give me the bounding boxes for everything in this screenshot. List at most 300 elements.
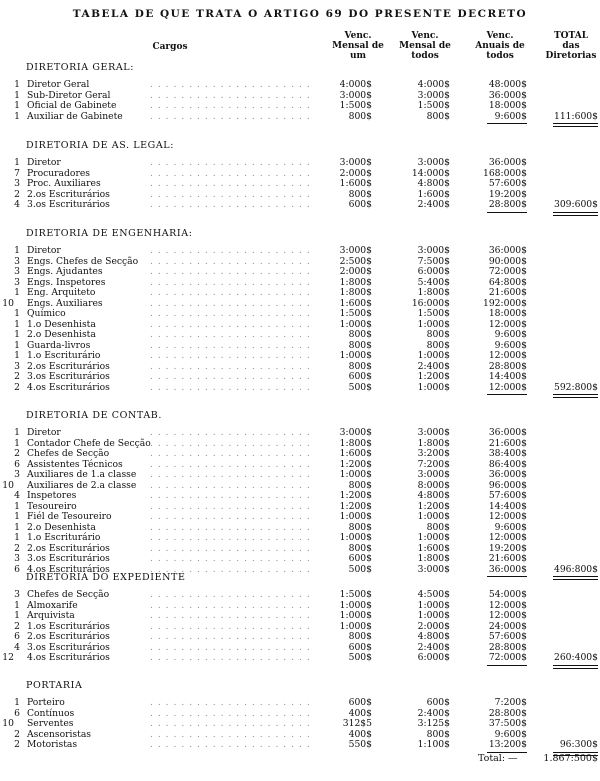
row-anual: 12:000$ [488, 599, 527, 611]
row-mensal-todos: 6:000$ [417, 266, 450, 277]
row-anual: 9:600$ [494, 521, 527, 533]
header-cargos: Cargos [152, 42, 188, 52]
row-quantity: 10 [2, 718, 14, 729]
row-quantity: 1 [14, 318, 20, 330]
row-quantity: 12 [2, 652, 14, 663]
table-row [0, 169, 600, 179]
row-mensal-um: 2:000$ [339, 167, 372, 179]
row-quantity: 4 [14, 490, 20, 501]
leader-dots: . . . . . . . . . . . . . . . . . . . . . [150, 563, 311, 575]
rule-line [553, 394, 598, 395]
row-quantity: 2 [14, 371, 20, 382]
row-mensal-todos: 16:000$ [411, 297, 450, 309]
row-anual: 57:600$ [488, 178, 527, 189]
table-row [0, 730, 600, 740]
row-quantity: 2 [14, 620, 20, 632]
row-quantity: 3 [14, 360, 20, 372]
row-anual: 19:200$ [488, 188, 527, 200]
leader-dots: . . . . . . . . . . . . . . . . . . . . . [150, 728, 311, 740]
row-cargo: Químico [27, 308, 66, 319]
row-mensal-um: 1:000$ [339, 350, 372, 361]
row-quantity: 1 [14, 110, 20, 122]
section-total: 96:300$ [559, 739, 598, 750]
row-quantity: 6 [14, 707, 20, 719]
leader-dots: . . . . . . . . . . . . . . . . . . . . . [150, 521, 311, 533]
row-anual: 28:800$ [488, 360, 527, 372]
table-row [0, 512, 600, 522]
leader-dots: . . . . . . . . . . . . . . . . . . . . . [150, 178, 311, 189]
row-anual: 14:400$ [488, 500, 527, 512]
row-anual: 72:000$ [488, 652, 527, 663]
row-quantity: 3 [14, 276, 20, 288]
row-mensal-todos: 1:000$ [417, 511, 450, 522]
row-mensal-um: 800$ [348, 329, 372, 340]
row-anual: 48:000$ [488, 79, 527, 90]
row-mensal-todos: 1:000$ [417, 599, 450, 611]
row-cargo: 3.os Escriturários [27, 553, 110, 564]
rule-line [553, 668, 598, 669]
row-cargo: Auxiliares de 1.a classe [27, 469, 137, 480]
row-quantity: 1 [14, 500, 20, 512]
row-mensal-um: 800$ [348, 188, 372, 200]
table-row [0, 362, 600, 372]
table-row [0, 278, 600, 288]
row-quantity: 6 [14, 631, 20, 642]
row-quantity: 4 [14, 199, 20, 210]
row-mensal-todos: 3:000$ [417, 563, 450, 575]
leader-dots: . . . . . . . . . . . . . . . . . . . . . [150, 490, 311, 501]
table-row [0, 449, 600, 459]
row-cargo: Ascensoristas [27, 728, 92, 740]
row-anual: 21:600$ [488, 437, 527, 449]
row-mensal-todos: 1:200$ [417, 500, 450, 512]
row-cargo: 1.o Desenhista [27, 318, 96, 330]
row-quantity: 2 [14, 381, 20, 393]
row-mensal-um: 500$ [348, 381, 372, 393]
table-row [0, 91, 600, 101]
row-quantity: 3 [14, 589, 20, 600]
leader-dots: . . . . . . . . . . . . . . . . . . . . . [150, 89, 311, 101]
row-anual: 36:000$ [488, 427, 527, 438]
row-cargo: Motoristas [27, 739, 78, 750]
row-mensal-um: 1:600$ [339, 448, 372, 459]
row-quantity: 1 [14, 245, 20, 256]
row-mensal-todos: 2:400$ [417, 707, 450, 719]
row-quantity: 3 [14, 255, 20, 267]
leader-dots: . . . . . . . . . . . . . . . . . . . . . [150, 188, 311, 200]
rule-line [553, 123, 598, 124]
row-mensal-todos: 1:800$ [417, 287, 450, 298]
rule-line [487, 576, 527, 577]
row-cargo: Assistentes Técnicos [27, 458, 123, 470]
row-quantity: 10 [2, 479, 14, 491]
table-row [0, 601, 600, 611]
row-quantity: 1 [14, 521, 20, 533]
row-mensal-todos: 2:400$ [417, 199, 450, 210]
row-cargo: Diretor [27, 245, 61, 256]
row-mensal-um: 1:500$ [339, 100, 372, 111]
row-mensal-todos: 14:000$ [411, 167, 450, 179]
table-row [0, 80, 600, 90]
rule-line [553, 579, 598, 580]
row-mensal-um: 600$ [348, 553, 372, 564]
row-quantity: 1 [14, 100, 20, 111]
leader-dots: . . . . . . . . . . . . . . . . . . . . . [150, 553, 311, 564]
table-row [0, 341, 600, 351]
row-quantity: 4 [14, 641, 20, 653]
row-cargo: Engs. Auxiliares [27, 297, 103, 309]
leader-dots: . . . . . . . . . . . . . . . . . . . . . [150, 448, 311, 459]
row-mensal-todos: 800$ [426, 329, 450, 340]
leader-dots: . . . . . . . . . . . . . . . . . . . . . [150, 266, 311, 277]
row-cargo: Almoxarife [27, 599, 78, 611]
table-row [0, 632, 600, 642]
row-mensal-um: 800$ [348, 360, 372, 372]
row-quantity: 1 [14, 79, 20, 90]
row-mensal-todos: 1:800$ [417, 437, 450, 449]
row-mensal-um: 2:000$ [339, 266, 372, 277]
table-row [0, 267, 600, 277]
rule-line [487, 123, 527, 124]
leader-dots: . . . . . . . . . . . . . . . . . . . . . [150, 360, 311, 372]
row-mensal-um: 600$ [348, 697, 372, 708]
row-mensal-um: 1:000$ [339, 610, 372, 621]
row-mensal-um: 400$ [348, 728, 372, 740]
row-mensal-todos: 1:600$ [417, 542, 450, 554]
row-cargo: 3.os Escriturários [27, 641, 110, 653]
table-row [0, 554, 600, 564]
row-anual: 9:600$ [494, 728, 527, 740]
row-mensal-todos: 1:100$ [417, 739, 450, 750]
row-mensal-um: 1:000$ [339, 511, 372, 522]
section-total: 496:800$ [553, 563, 598, 575]
rule-line [553, 212, 598, 213]
section-total: 309:600$ [553, 199, 598, 210]
row-cargo: 1.os Escriturários [27, 620, 110, 632]
row-quantity: 1 [14, 157, 20, 168]
row-cargo: 2.o Desenhista [27, 521, 96, 533]
row-quantity: 1 [14, 427, 20, 438]
row-mensal-todos: 3:000$ [417, 245, 450, 256]
leader-dots: . . . . . . . . . . . . . . . . . . . . . [150, 739, 311, 750]
section-total: 111:600$ [553, 110, 598, 122]
table-row [0, 351, 600, 361]
leader-dots: . . . . . . . . . . . . . . . . . . . . . [150, 318, 311, 330]
row-mensal-um: 600$ [348, 641, 372, 653]
row-cargo: Contador Chefe de Secção [27, 437, 151, 449]
leader-dots: . . . . . . . . . . . . . . . . . . . . . [150, 276, 311, 288]
table-row [0, 470, 600, 480]
row-mensal-um: 1:200$ [339, 490, 372, 501]
row-mensal-todos: 4:800$ [417, 631, 450, 642]
row-quantity: 10 [2, 297, 14, 309]
row-cargo: Fiél de Tesoureiro [27, 511, 112, 522]
row-cargo: Chefes de Secção [27, 589, 110, 600]
row-cargo: 2.o Desenhista [27, 329, 96, 340]
row-cargo: Diretor [27, 427, 61, 438]
leader-dots: . . . . . . . . . . . . . . . . . . . . . [150, 458, 311, 470]
row-mensal-um: 1:600$ [339, 178, 372, 189]
leader-dots: . . . . . . . . . . . . . . . . . . . . . [150, 100, 311, 111]
leader-dots: . . . . . . . . . . . . . . . . . . . . . [150, 167, 311, 179]
row-cargo: 3.os Escriturários [27, 371, 110, 382]
row-mensal-todos: 2:400$ [417, 360, 450, 372]
row-cargo: Engs. Ajudantes [27, 266, 103, 277]
row-quantity: 6 [14, 458, 20, 470]
row-mensal-todos: 1:000$ [417, 610, 450, 621]
row-mensal-todos: 3:125$ [417, 718, 450, 729]
row-mensal-um: 800$ [348, 542, 372, 554]
row-anual: 90:000$ [488, 255, 527, 267]
table-row [0, 481, 600, 491]
section-heading: DIRETORIA DE AS. LEGAL: [26, 140, 175, 151]
leader-dots: . . . . . . . . . . . . . . . . . . . . . [150, 589, 311, 600]
leader-dots: . . . . . . . . . . . . . . . . . . . . . [150, 469, 311, 480]
row-cargo: 1.o Escriturário [27, 532, 101, 543]
rule-line [553, 215, 598, 216]
leader-dots: . . . . . . . . . . . . . . . . . . . . . [150, 718, 311, 729]
leader-dots: . . . . . . . . . . . . . . . . . . . . . [150, 297, 311, 309]
row-cargo: Oficial de Gabinete [27, 100, 117, 111]
row-mensal-um: 1:800$ [339, 287, 372, 298]
row-quantity: 1 [14, 339, 20, 351]
row-mensal-um: 800$ [348, 479, 372, 491]
row-quantity: 3 [14, 178, 20, 189]
row-mensal-todos: 7:500$ [417, 255, 450, 267]
row-mensal-um: 800$ [348, 521, 372, 533]
leader-dots: . . . . . . . . . . . . . . . . . . . . . [150, 631, 311, 642]
leader-dots: . . . . . . . . . . . . . . . . . . . . . [150, 381, 311, 393]
row-anual: 13:200$ [488, 739, 527, 750]
header-venc-mensal-um: Venc. Mensal de um [332, 31, 384, 61]
row-anual: 12:000$ [488, 381, 527, 393]
row-anual: 192:000$ [482, 297, 527, 309]
row-mensal-todos: 800$ [426, 339, 450, 351]
row-cargo: 2.os Escriturários [27, 360, 110, 372]
leader-dots: . . . . . . . . . . . . . . . . . . . . . [150, 255, 311, 267]
row-cargo: Auxiliares de 2.a classe [27, 479, 137, 491]
row-mensal-um: 1:000$ [339, 532, 372, 543]
row-mensal-um: 4:000$ [339, 79, 372, 90]
row-anual: 36:000$ [488, 469, 527, 480]
row-mensal-um: 800$ [348, 631, 372, 642]
table-row [0, 622, 600, 632]
row-anual: 72:000$ [488, 266, 527, 277]
row-anual: 9:600$ [494, 339, 527, 351]
table-row [0, 309, 600, 319]
table-row [0, 288, 600, 298]
row-cargo: Sub-Diretor Geral [27, 89, 111, 101]
table-row [0, 544, 600, 554]
row-quantity: 1 [14, 697, 20, 708]
row-mensal-todos: 1:500$ [417, 100, 450, 111]
row-anual: 38:400$ [488, 448, 527, 459]
grand-total-value: 1.867:500$ [543, 753, 598, 764]
table-row [0, 383, 600, 393]
row-mensal-um: 1:800$ [339, 437, 372, 449]
row-mensal-um: 3:000$ [339, 89, 372, 101]
leader-dots: . . . . . . . . . . . . . . . . . . . . . [150, 620, 311, 632]
row-mensal-um: 800$ [348, 339, 372, 351]
leader-dots: . . . . . . . . . . . . . . . . . . . . . [150, 157, 311, 168]
row-anual: 21:600$ [488, 287, 527, 298]
row-anual: 36:000$ [488, 157, 527, 168]
row-quantity: 1 [14, 89, 20, 101]
row-quantity: 6 [14, 563, 20, 575]
row-cargo: Arquivista [27, 610, 75, 621]
table-row [0, 533, 600, 543]
table-row [0, 460, 600, 470]
table-row [0, 698, 600, 708]
row-mensal-um: 3:000$ [339, 245, 372, 256]
table-row [0, 246, 600, 256]
leader-dots: . . . . . . . . . . . . . . . . . . . . . [150, 641, 311, 653]
section-heading: PORTARIA [26, 680, 83, 691]
row-mensal-um: 1:000$ [339, 599, 372, 611]
leader-dots: . . . . . . . . . . . . . . . . . . . . . [150, 532, 311, 543]
section-total: 260:400$ [553, 652, 598, 663]
row-cargo: 1.o Escriturário [27, 350, 101, 361]
row-anual: 54:000$ [488, 589, 527, 600]
row-mensal-um: 1:500$ [339, 589, 372, 600]
row-anual: 24:000$ [488, 620, 527, 632]
row-mensal-todos: 5:400$ [417, 276, 450, 288]
row-anual: 57:600$ [488, 631, 527, 642]
row-mensal-todos: 800$ [426, 521, 450, 533]
row-anual: 28:800$ [488, 199, 527, 210]
row-anual: 36:000$ [488, 89, 527, 101]
leader-dots: . . . . . . . . . . . . . . . . . . . . . [150, 610, 311, 621]
row-anual: 28:800$ [488, 707, 527, 719]
row-anual: 12:000$ [488, 532, 527, 543]
row-quantity: 3 [14, 469, 20, 480]
leader-dots: . . . . . . . . . . . . . . . . . . . . . [150, 652, 311, 663]
row-cargo: 2.os Escriturários [27, 631, 110, 642]
row-quantity: 1 [14, 308, 20, 319]
table-row [0, 611, 600, 621]
row-cargo: Tesoureiro [27, 500, 77, 512]
leader-dots: . . . . . . . . . . . . . . . . . . . . . [150, 339, 311, 351]
table-row [0, 719, 600, 729]
leader-dots: . . . . . . . . . . . . . . . . . . . . . [150, 371, 311, 382]
row-quantity: 3 [14, 553, 20, 564]
row-cargo: 4.os Escriturários [27, 652, 110, 663]
rule-line [487, 665, 527, 666]
table-row [0, 330, 600, 340]
table-row [0, 101, 600, 111]
row-mensal-um: 1:200$ [339, 458, 372, 470]
table-row [0, 590, 600, 600]
row-mensal-todos: 1:000$ [417, 318, 450, 330]
row-mensal-todos: 1:000$ [417, 532, 450, 543]
table-row [0, 257, 600, 267]
leader-dots: . . . . . . . . . . . . . . . . . . . . . [150, 350, 311, 361]
row-quantity: 1 [14, 599, 20, 611]
row-mensal-todos: 3:000$ [417, 89, 450, 101]
table-row [0, 502, 600, 512]
row-mensal-um: 1:500$ [339, 308, 372, 319]
row-cargo: Diretor [27, 157, 61, 168]
row-mensal-todos: 3:000$ [417, 469, 450, 480]
row-anual: 14:400$ [488, 371, 527, 382]
leader-dots: . . . . . . . . . . . . . . . . . . . . . [150, 245, 311, 256]
table-row [0, 320, 600, 330]
row-mensal-todos: 6:000$ [417, 652, 450, 663]
row-anual: 12:000$ [488, 610, 527, 621]
leader-dots: . . . . . . . . . . . . . . . . . . . . . [150, 79, 311, 90]
row-cargo: Diretor Geral [27, 79, 90, 90]
section-total: 592:800$ [553, 381, 598, 393]
rule-line [553, 397, 598, 398]
row-anual: 9:600$ [494, 110, 527, 122]
row-quantity: 3 [14, 266, 20, 277]
table-row [0, 299, 600, 309]
row-anual: 64:800$ [488, 276, 527, 288]
row-anual: 12:000$ [488, 350, 527, 361]
table-row [0, 709, 600, 719]
table-row [0, 653, 600, 663]
row-mensal-um: 1:000$ [339, 620, 372, 632]
table-row [0, 523, 600, 533]
leader-dots: . . . . . . . . . . . . . . . . . . . . . [150, 308, 311, 319]
section-heading: DIRETORIA DE ENGENHARIA: [26, 228, 193, 239]
row-anual: 37:500$ [488, 718, 527, 729]
row-mensal-um: 1:000$ [339, 318, 372, 330]
row-anual: 18:000$ [488, 308, 527, 319]
row-mensal-um: 500$ [348, 563, 372, 575]
table-row [0, 491, 600, 501]
row-mensal-todos: 1:500$ [417, 308, 450, 319]
row-mensal-todos: 800$ [426, 110, 450, 122]
row-mensal-um: 1:200$ [339, 500, 372, 512]
table-row [0, 179, 600, 189]
row-mensal-todos: 2:400$ [417, 641, 450, 653]
rule-line [487, 212, 527, 213]
row-mensal-um: 1:000$ [339, 469, 372, 480]
row-mensal-todos: 4:800$ [417, 178, 450, 189]
row-mensal-todos: 2:000$ [417, 620, 450, 632]
row-quantity: 1 [14, 532, 20, 543]
row-mensal-todos: 600$ [426, 697, 450, 708]
row-cargo: Engs. Chefes de Secção [27, 255, 139, 267]
row-cargo: Inspetores [27, 490, 77, 501]
table-row [0, 158, 600, 168]
page-title: TABELA DE QUE TRATA O ARTIGO 69 DO PRESENTE DECRETO [72, 8, 528, 20]
row-anual: 86:400$ [488, 458, 527, 470]
row-mensal-um: 312$5 [342, 718, 372, 729]
row-mensal-um: 2:500$ [339, 255, 372, 267]
row-cargo: Eng. Arquiteto [27, 287, 96, 298]
row-quantity: 1 [14, 511, 20, 522]
row-quantity: 2 [14, 728, 20, 740]
leader-dots: . . . . . . . . . . . . . . . . . . . . . [150, 707, 311, 719]
row-mensal-um: 550$ [348, 739, 372, 750]
row-mensal-um: 1:600$ [339, 297, 372, 309]
row-mensal-um: 600$ [348, 371, 372, 382]
row-anual: 18:000$ [488, 100, 527, 111]
leader-dots: . . . . . . . . . . . . . . . . . . . . . [150, 199, 311, 210]
leader-dots: . . . . . . . . . . . . . . . . . . . . . [150, 287, 311, 298]
row-mensal-um: 1:800$ [339, 276, 372, 288]
leader-dots: . . . . . . . . . . . . . . . . . . . . . [150, 479, 311, 491]
leader-dots: . . . . . . . . . . . . . . . . . . . . . [150, 697, 311, 708]
leader-dots: . . . . . . . . . . . . . . . . . . . . . [150, 427, 311, 438]
row-mensal-um: 400$ [348, 707, 372, 719]
row-cargo: 4.os Escriturários [27, 563, 110, 575]
row-cargo: Contínuos [27, 707, 75, 719]
row-mensal-todos: 8:000$ [417, 479, 450, 491]
row-anual: 28:800$ [488, 641, 527, 653]
